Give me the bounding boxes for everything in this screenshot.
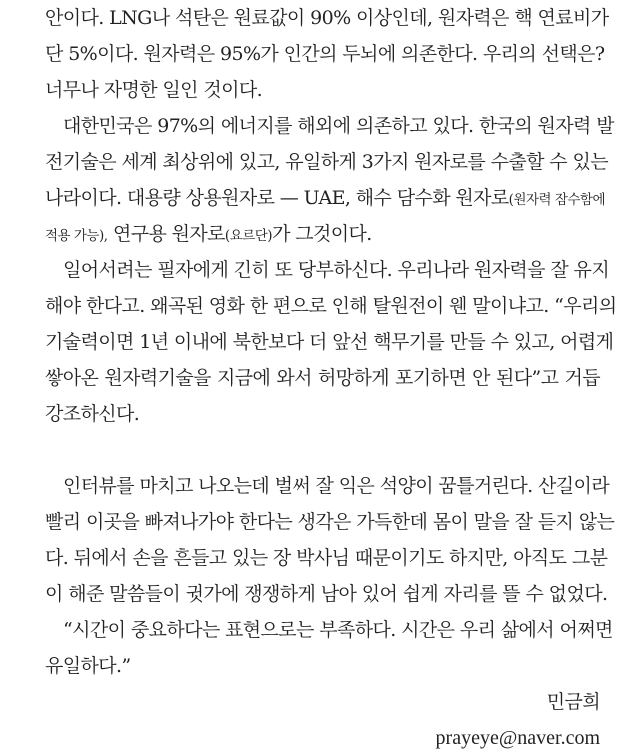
paragraph-1 (45, 0, 609, 108)
paragraph-4 (45, 468, 615, 612)
text-line: 일어서려는 필자에게 긴히 또 당부하신다. 우리나라 원자력을 잘 유지 (63, 259, 610, 281)
text-line (45, 180, 606, 216)
paragraph-gap (45, 432, 600, 468)
author-name: 민금희 (546, 691, 600, 713)
text-span: 가 그것이다. (272, 223, 372, 245)
author-email[interactable]: prayeye@naver.com (435, 727, 600, 749)
text-line: “시간이 중요하다는 표현으로는 부족하다. 시간은 우리 삶에서 어쩌면 (63, 619, 613, 641)
paragraph-3 (45, 252, 617, 432)
text-span: 나라이다. 대용량 상용원자로 — UAE, 해수 담수화 원자로 (45, 187, 509, 209)
parenthetical-note: 적용 가능), (45, 228, 108, 244)
text-span: 연구용 원자로 (107, 223, 225, 245)
text-line: 너무나 자명한 일인 것이다. (45, 79, 263, 101)
text-line: 다. 뒤에서 손을 흔들고 있는 장 박사님 때문이기도 하지만, 아직도 그분 (45, 547, 608, 569)
text-line: 강조하신다. (45, 403, 140, 425)
text-line (45, 216, 600, 252)
text-line: 전기술은 세계 최상위에 있고, 유일하게 3가지 원자로를 수출할 수 있는 (45, 151, 608, 173)
parenthetical-note: (요르단) (224, 228, 273, 244)
text-line: 대한민국은 97%의 에너지를 해외에 의존하고 있다. 한국의 원자력 발 (63, 115, 614, 137)
paragraph-2 (45, 108, 614, 252)
signature-block (45, 684, 600, 756)
text-line: 쌓아온 원자력기술을 지금에 와서 허망하게 포기하면 안 된다”고 거듭 (45, 367, 600, 389)
text-line: 빨리 이곳을 빠져나가야 한다는 생각은 가득한데 몸이 말을 잘 듣지 않는 (45, 511, 615, 533)
paragraph-5-quote (45, 612, 613, 684)
text-line: 해야 한다고. 왜곡된 영화 한 편으로 인해 탈원전이 웬 말이냐고. “우리의 (45, 295, 617, 317)
text-line: 유일하다.” (45, 655, 131, 677)
text-line: 기술력이면 1년 이내에 북한보다 더 앞선 핵무기를 만들 수 있고, 어렵게 (45, 331, 614, 353)
text-line: 안이다. LNG나 석탄은 원료값이 90% 이상인데, 원자력은 핵 연료비가 (45, 7, 609, 29)
text-line: 인터뷰를 마치고 나오는데 벌써 잘 익은 석양이 꿈틀거린다. 산길이라 (63, 475, 610, 497)
parenthetical-note: (원자력 잠수함에 (508, 192, 606, 208)
article-page (45, 0, 617, 756)
text-line: 단 5%이다. 원자력은 95%가 인간의 두뇌에 의존한다. 우리의 선택은? (45, 43, 605, 65)
text-line: 이 해준 말씀들이 귓가에 쟁쟁하게 남아 있어 쉽게 자리를 뜰 수 없었다. (45, 583, 608, 605)
